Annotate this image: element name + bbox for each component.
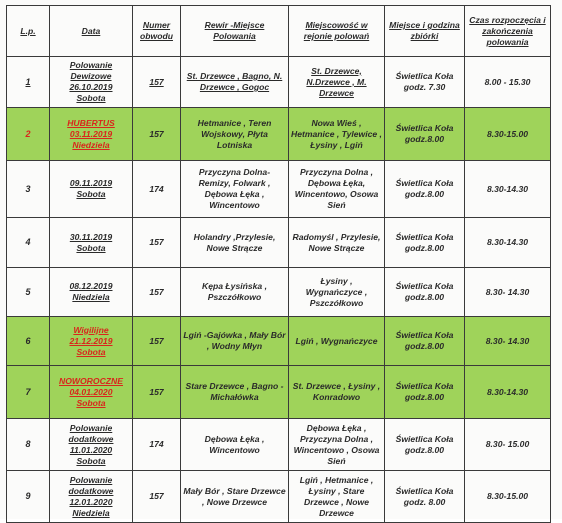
- cell-rewir: Lgiń -Gajówka , Mały Bór , Wodny Młyn: [181, 317, 289, 366]
- cell-obwod: 157: [133, 471, 181, 523]
- table-row: [7, 218, 551, 268]
- header-date: Data: [50, 6, 133, 57]
- header-zbiorka: Miejsce i godzina zbiórki: [385, 6, 465, 57]
- cell-obwod: 157: [133, 218, 181, 268]
- cell-obwod: 157: [133, 108, 181, 161]
- cell-lp: 9: [7, 471, 50, 523]
- cell-zbiorka: Świetlica Koła godz.8.00: [385, 161, 465, 218]
- cell-lp: 7: [7, 366, 50, 419]
- cell-czas: 8.30-14.30: [465, 366, 551, 419]
- cell-date: HUBERTUS 03.11.2019 Niedziela: [50, 108, 133, 161]
- cell-rewir: Stare Drzewce , Bagno -Michałówka: [181, 366, 289, 419]
- cell-zbiorka: Świetlica Koła godz.8.00: [385, 218, 465, 268]
- cell-date: Wigilijne 21.12.2019 Sobota: [50, 317, 133, 366]
- header-rewir: Rewir -Miejsce Polowania: [181, 6, 289, 57]
- cell-obwod: 174: [133, 419, 181, 471]
- cell-zbiorka: Świetlica Koła godz. 8.00: [385, 471, 465, 523]
- hunt-schedule-table: [6, 5, 551, 523]
- cell-zbiorka: Świetlica Koła godz.8.00: [385, 366, 465, 419]
- header-row: [7, 6, 551, 57]
- cell-lp: 3: [7, 161, 50, 218]
- cell-lp: 6: [7, 317, 50, 366]
- cell-rewir: Hetmanice , Teren Wojskowy, Płyta Lotniska: [181, 108, 289, 161]
- cell-miejscowosc: Dębowa Łęka , Przyczyna Dolna , Wincentowo , Osowa Sień: [289, 419, 385, 471]
- cell-zbiorka: Świetlica Koła godz.8.00: [385, 108, 465, 161]
- table-row: [7, 366, 551, 419]
- cell-date: Polowanie dodatkowe 12.01.2020 Niedziela: [50, 471, 133, 523]
- cell-lp: 8: [7, 419, 50, 471]
- cell-czas: 8.30- 14.30: [465, 268, 551, 317]
- cell-rewir: Przyczyna Dolna- Remizy, Folwark , Dębowa Łęka , Wincentowo: [181, 161, 289, 218]
- cell-rewir: Kępa Łysińska , Pszczółkowo: [181, 268, 289, 317]
- cell-lp: 4: [7, 218, 50, 268]
- cell-lp: 2: [7, 108, 50, 161]
- cell-date: 30.11.2019 Sobota: [50, 218, 133, 268]
- cell-obwod: 157: [133, 268, 181, 317]
- cell-rewir: Mały Bór , Stare Drzewce , Nowe Drzewce: [181, 471, 289, 523]
- cell-zbiorka: Świetlica Koła godz.8.00: [385, 268, 465, 317]
- header-lp: L.p.: [7, 6, 50, 57]
- cell-miejscowosc: St. Drzewce, N.Drzewce , M. Drzewce: [289, 57, 385, 108]
- cell-czas: 8.30- 15.00: [465, 419, 551, 471]
- cell-date: 09.11.2019 Sobota: [50, 161, 133, 218]
- cell-miejscowosc: Lgiń , Hetmanice , Łysiny , Stare Drzewce , Nowe Drzewce: [289, 471, 385, 523]
- cell-date: 08.12.2019 Niedziela: [50, 268, 133, 317]
- table-row: [7, 108, 551, 161]
- cell-rewir: Dębowa Łęka , Wincentowo: [181, 419, 289, 471]
- cell-lp: 5: [7, 268, 50, 317]
- table-row: [7, 317, 551, 366]
- cell-date: Polowanie Dewizowe 26.10.2019 Sobota: [50, 57, 133, 108]
- table-row: [7, 268, 551, 317]
- cell-czas: 8.30-14.30: [465, 161, 551, 218]
- cell-czas: 8.00 - 15.30: [465, 57, 551, 108]
- cell-rewir: St. Drzewce , Bagno, N. Drzewce , Gogoc: [181, 57, 289, 108]
- table-row: [7, 57, 551, 108]
- cell-zbiorka: Świetlica Koła godz.8.00: [385, 317, 465, 366]
- cell-obwod: 157: [133, 366, 181, 419]
- cell-zbiorka: Świetlica Koła godz. 7.30: [385, 57, 465, 108]
- cell-obwod: 157: [133, 57, 181, 108]
- table-row: [7, 471, 551, 523]
- cell-obwod: 157: [133, 317, 181, 366]
- cell-miejscowosc: Lgiń , Wygnańczyce: [289, 317, 385, 366]
- cell-date: NOWOROCZNE 04.01.2020 Sobota: [50, 366, 133, 419]
- cell-miejscowosc: St. Drzewce , Łysiny , Konradowo: [289, 366, 385, 419]
- cell-miejscowosc: Radomyśl , Przylesie, Nowe Strącze: [289, 218, 385, 268]
- table-row: [7, 161, 551, 218]
- cell-zbiorka: Świetlica Koła godz.8.00: [385, 419, 465, 471]
- cell-date: Polowanie dodatkowe 11.01.2020 Sobota: [50, 419, 133, 471]
- cell-miejscowosc: Łysiny , Wygnańczyce , Pszczółkowo: [289, 268, 385, 317]
- cell-rewir: Holandry ,Przylesie, Nowe Strącze: [181, 218, 289, 268]
- cell-czas: 8.30-15.00: [465, 108, 551, 161]
- cell-czas: 8.30-15.00: [465, 471, 551, 523]
- cell-obwod: 174: [133, 161, 181, 218]
- cell-miejscowosc: Nowa Wieś , Hetmanice , Tylewice , Łysiny , Lgiń: [289, 108, 385, 161]
- cell-lp: 1: [7, 57, 50, 108]
- cell-miejscowosc: Przyczyna Dolna , Dębowa Łęka, Wincentowo, Osowa Sień: [289, 161, 385, 218]
- cell-czas: 8.30-14.30: [465, 218, 551, 268]
- header-czas: Czas rozpoczęcia i zakończenia polowania: [465, 6, 551, 57]
- header-obwod: Numer obwodu: [133, 6, 181, 57]
- header-miejscowosc: Miejscowość w rejonie polowań: [289, 6, 385, 57]
- cell-czas: 8.30- 14.30: [465, 317, 551, 366]
- table-row: [7, 419, 551, 471]
